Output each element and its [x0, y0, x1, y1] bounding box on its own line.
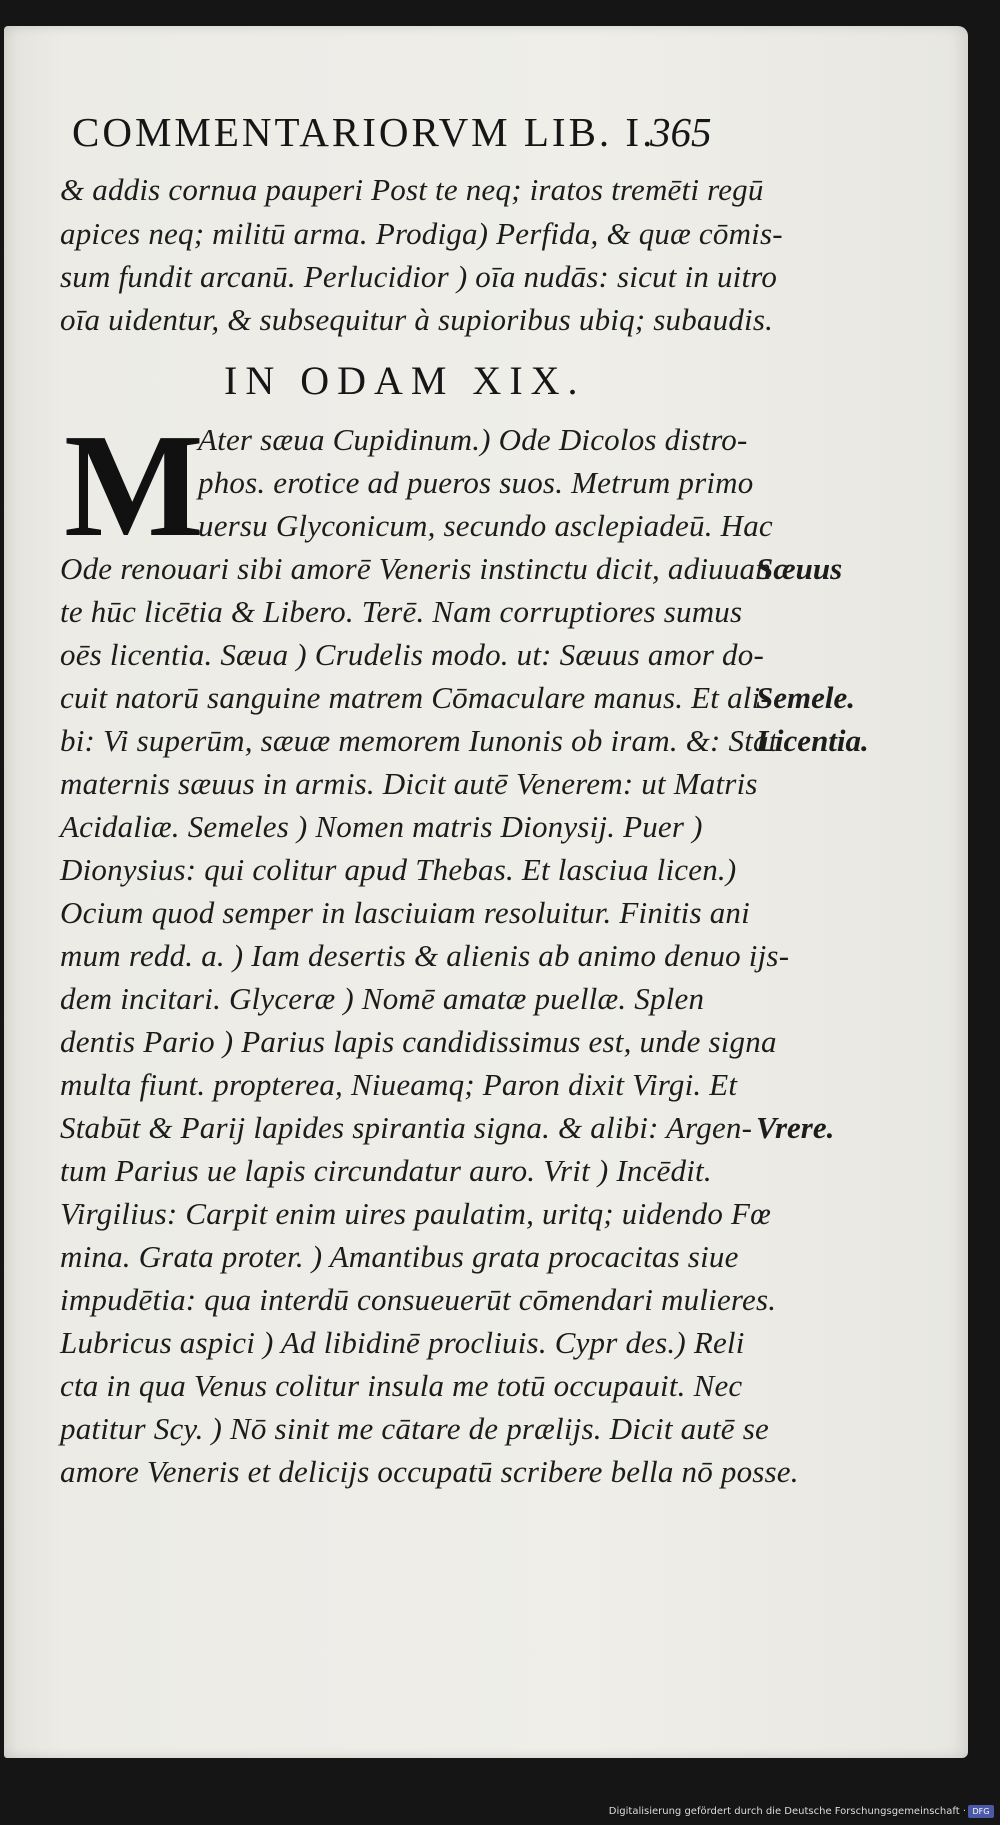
text-line: Ater sæua Cupidinum.) Ode Dicolos distro-: [198, 422, 748, 457]
page-number: 365: [650, 109, 712, 155]
text-line: dentis Pario ) Parius lapis candidissimus est, unde signa: [60, 1024, 777, 1059]
running-head: [72, 108, 712, 156]
text-line: cuit natorū sanguine matrem Cōmaculare manus. Et ali-: [60, 680, 771, 715]
text-line: tum Parius ue lapis circundatur auro. Vrit ) Incēdit.: [60, 1153, 712, 1188]
margin-note: Sæuus: [756, 551, 843, 586]
text-line: Acidaliæ. Semeles ) Nomen matris Dionysij. Puer ): [60, 809, 703, 844]
section-heading: IN ODAM XIX.: [224, 358, 586, 403]
dfg-logo: DFG: [968, 1805, 994, 1818]
text-line: phos. erotice ad pueros suos. Metrum primo: [198, 465, 754, 500]
text-line: maternis sæuus in armis. Dicit autē Venerem: ut Matris: [60, 766, 758, 801]
text-line: oēs licentia. Sæua ) Crudelis modo. ut: Sæuus amor do-: [60, 637, 764, 672]
text-line: dem incitari. Glyceræ ) Nomē amatæ puellæ. Splen: [60, 981, 705, 1016]
text-line: & addis cornua pauperi Post te neq; iratos tremēti regū: [60, 172, 764, 207]
text-line: mina. Grata proter. ) Amantibus grata procacitas siue: [60, 1239, 739, 1274]
text-line: apices neq; militū arma. Prodiga) Perfida, & quæ cōmis-: [60, 216, 783, 251]
digitization-credit: Digitalisierung gefördert durch die Deutsche Forschungsgemeinschaft ·: [608, 1806, 966, 1817]
text-line: multa fiunt. propterea, Niueamq; Paron dixit Virgi. Et: [60, 1067, 738, 1102]
text-line: cta in qua Venus colitur insula me totū occupauit. Nec: [60, 1368, 743, 1403]
text-line: sum fundit arcanū. Perlucidior ) oīa nudās: sicut in uitro: [60, 259, 778, 294]
text-line: Lubricus aspici ) Ad libidinē procliuis. Cypr des.) Reli: [60, 1325, 745, 1360]
text-line: te hūc licētia & Libero. Terē. Nam corruptiores sumus: [60, 594, 743, 629]
text-line: mum redd. a. ) Iam desertis & alienis ab animo denuo ijs-: [60, 938, 790, 973]
text-line: patitur Scy. ) Nō sinit me cātare de prælijs. Dicit autē se: [60, 1411, 769, 1446]
text-line: Ocium quod semper in lasciuiam resoluitur. Finitis ani: [60, 895, 750, 930]
text-line: impudētia: qua interdū consueuerūt cōmendari mulieres.: [60, 1282, 777, 1317]
margin-note: Vrere.: [756, 1110, 835, 1145]
running-head-title: COMMENTARIORVM LIB. I.: [72, 109, 656, 155]
margin-note: Semele.: [756, 680, 855, 715]
text-line: Stabūt & Parij lapides spirantia signa. & alibi: Argen-: [60, 1110, 753, 1145]
text-line: oīa uidentur, & subsequitur à supioribus ubiq; subaudis.: [60, 302, 774, 337]
text-line: uersu Glyconicum, secundo asclepiadeū. Hac: [198, 508, 773, 543]
margin-note: Licentia.: [756, 723, 869, 758]
text-line: amore Veneris et delicijs occupatū scribere bella nō posse.: [60, 1454, 799, 1489]
text-line: Virgilius: Carpit enim uires paulatim, uritq; uidendo Fœ: [60, 1196, 771, 1231]
text-line: Dionysius: qui colitur apud Thebas. Et lasciua licen.): [60, 852, 737, 887]
text-line: bi: Vi superūm, sæuæ memorem Iunonis ob iram. &: Stat: [60, 723, 778, 758]
text-line: Ode renouari sibi amorē Veneris instinctu dicit, adiuuan: [60, 551, 771, 586]
decorated-initial: M: [64, 404, 204, 568]
